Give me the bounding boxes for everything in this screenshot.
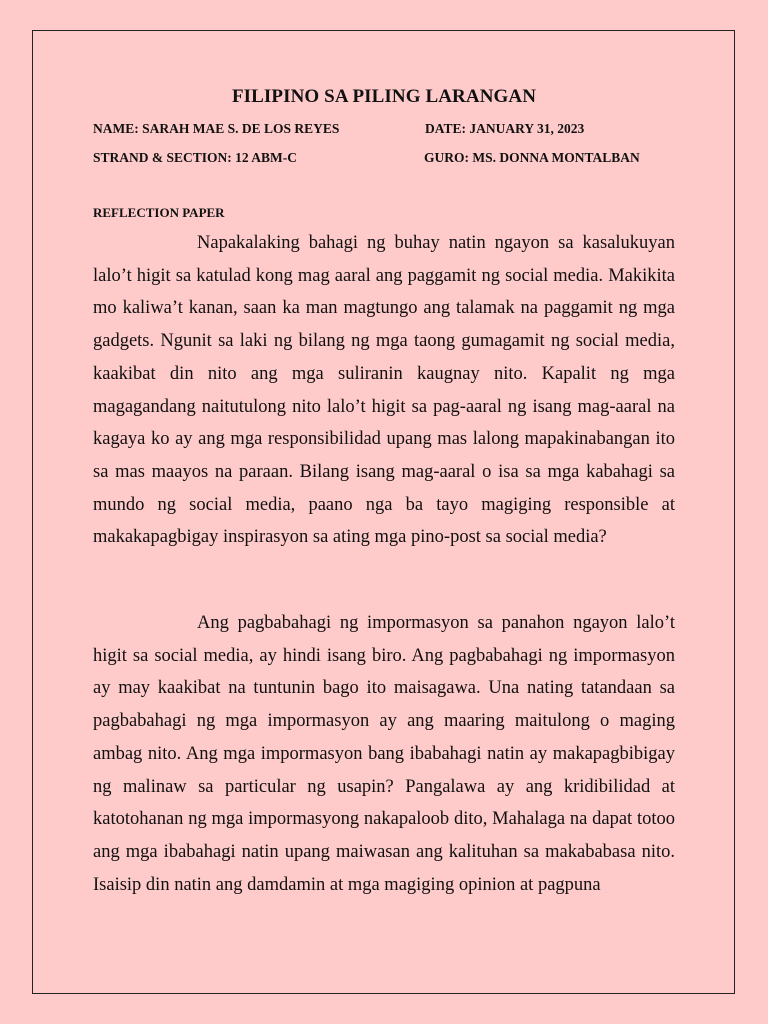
paragraph-2: Ang pagbabahagi ng impormasyon sa panahon ngayon lalo’t higit sa social media, ay hindi isang biro. Ang pagbabahagi ng impormasyon ay may kaakibat na tuntunin bago ito maisagawa. Una nating tatandaan sa pagbabahagi ng mga impormasyon ay ang maaring maitulong o maging ambag nito. Ang mga impormasyon bang ibabahagi natin ay makapagbibigay ng malinaw sa particular ng usapin? Pangalawa ay ang kridibilidad at katotohanan ng mga impormasyong nakapaloob dito, Mahalaga na dapat totoo ang mga ibabahagi natin upang maiwasan ang kalituhan sa makababasa nito. Isaisip din natin ang damdamin at mga magiging opinion at pagpuna — [93, 613, 675, 895]
student-name: NAME: SARAH MAE S. DE LOS REYES — [93, 121, 340, 136]
paragraph-1: Napakalaking bahagi ng buhay natin ngayon sa kasalukuyan lalo’t higit sa katulad kong mag aaral ang paggamit ng social media. Makikita mo kaliwa’t kanan, saan ka man magtungo ang talamak na paggamit ng mga gadgets. Ngunit sa laki ng bilang ng mga taong gumagamit ng social media, kaakibat din nito ang mga suliranin kaugnay nito. Kapalit ng mga magagandang naitutulong nito lalo’t higit sa pag-aaral ng isang mag-aaral na kagaya ko ay ang mga responsibilidad upang mas lalong mapakinabangan ito sa mas maayos na paraan. Bilang isang mag-aaral o isa sa mga kabahagi sa mundo ng social media, paano nga ba tayo magiging responsible at makakapagbigay inspirasyon sa ating mga pino-post sa social media? — [93, 233, 675, 548]
document-title: FILIPINO SA PILING LARANGAN — [231, 86, 537, 107]
section-label: REFLECTION PAPER — [93, 205, 225, 220]
document-date: DATE: JANUARY 31, 2023 — [425, 121, 585, 136]
teacher-name: GURO: MS. DONNA MONTALBAN — [424, 150, 640, 165]
strand-section: STRAND & SECTION: 12 ABM-C — [93, 150, 298, 165]
